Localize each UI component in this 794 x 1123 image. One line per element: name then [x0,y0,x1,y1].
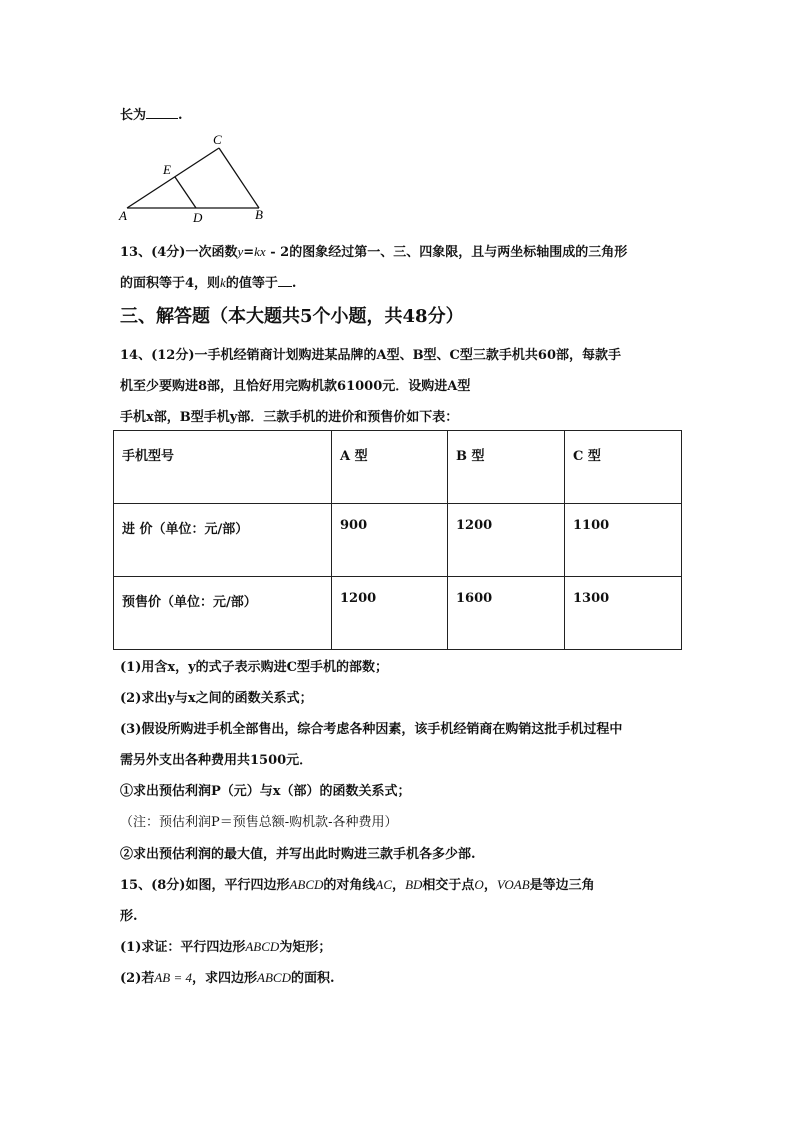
q12-line: 长为 . [120,108,183,123]
side-ac [127,148,219,208]
q14-sub-1: ①求出预估利润P（元）与x（部）的函数关系式； [120,784,411,799]
q14-line-2: 机至少要购进8部，且恰好用完购机款61000元．设购进A型 [120,379,471,394]
label-c: C [213,132,222,147]
table-cell: B 型 [448,431,565,504]
q14-part-3-line-1: (3)假设所购进手机全部售出，综合考虑各种因素，该手机经销商在购销这批手机过程中 [120,722,623,737]
table-row [114,504,682,577]
answer-blank[interactable] [278,276,292,287]
label-b: B [255,207,263,222]
q12-text: 长为 [120,108,147,123]
q14-part-1: (1)用含x，y的式子表示购进C型手机的部数； [120,660,388,675]
table-header-row [114,431,682,504]
table-cell: 900 [332,504,448,577]
q14-part-3-line-2: 需另外支出各种费用共1500元． [120,753,313,768]
q14-sub-2: ②求出预估利润的最大值，并写出此时购进三款手机各多少部. [120,847,476,862]
label-e: E [163,162,171,177]
q15-part-1: (1)求证：平行四边形ABCD为矩形； [120,939,332,955]
q13-line-1: 13、(4分)一次函数y=kx - 2的图象经过第一、三、四象限，且与两坐标轴围成的三角形 [120,244,628,260]
section-heading: 三、解答题（本大题共5个小题，共48分） [120,306,464,327]
table-cell: 1200 [332,577,448,650]
table-cell: 1100 [565,504,682,577]
table-cell: 1300 [565,577,682,650]
q14-part-2: (2)求出y与x之间的函数关系式； [120,691,313,706]
table-cell: 预售价（单位：元/部） [114,577,332,650]
q15-line-2: 形. [120,909,138,924]
label-d: D [193,210,203,225]
label-a: A [119,208,127,223]
table-cell: C 型 [565,431,682,504]
side-cb [219,148,259,208]
table-cell: 手机型号 [114,431,332,504]
q15-part-2: (2)若AB = 4，求四边形ABCD的面积. [120,970,335,986]
q13-line-2: 的面积等于4，则k的值等于 . [120,275,297,291]
price-table [113,430,682,650]
q14-line-1: 14、(12分)一手机经销商计划购进某品牌的A型、B型、C型三款手机共60部，每款手 [120,348,621,363]
segment-ed [175,177,196,208]
q14-line-3: 手机x部，B型手机y部．三款手机的进价和预售价如下表： [120,410,459,425]
table-cell: 进 价（单位：元/部） [114,504,332,577]
table-cell: 1200 [448,504,565,577]
q14-note: （注：预估利润P＝预售总额-购机款-各种费用） [120,815,398,830]
table-cell: 1600 [448,577,565,650]
table-cell: A 型 [332,431,448,504]
table-row [114,577,682,650]
answer-blank[interactable] [146,108,178,119]
q15-line-1: 15、(8分)如图，平行四边形ABCD的对角线AC，BD相交于点O，VOAB是等边三角 [120,877,595,893]
triangle-figure [112,128,282,228]
